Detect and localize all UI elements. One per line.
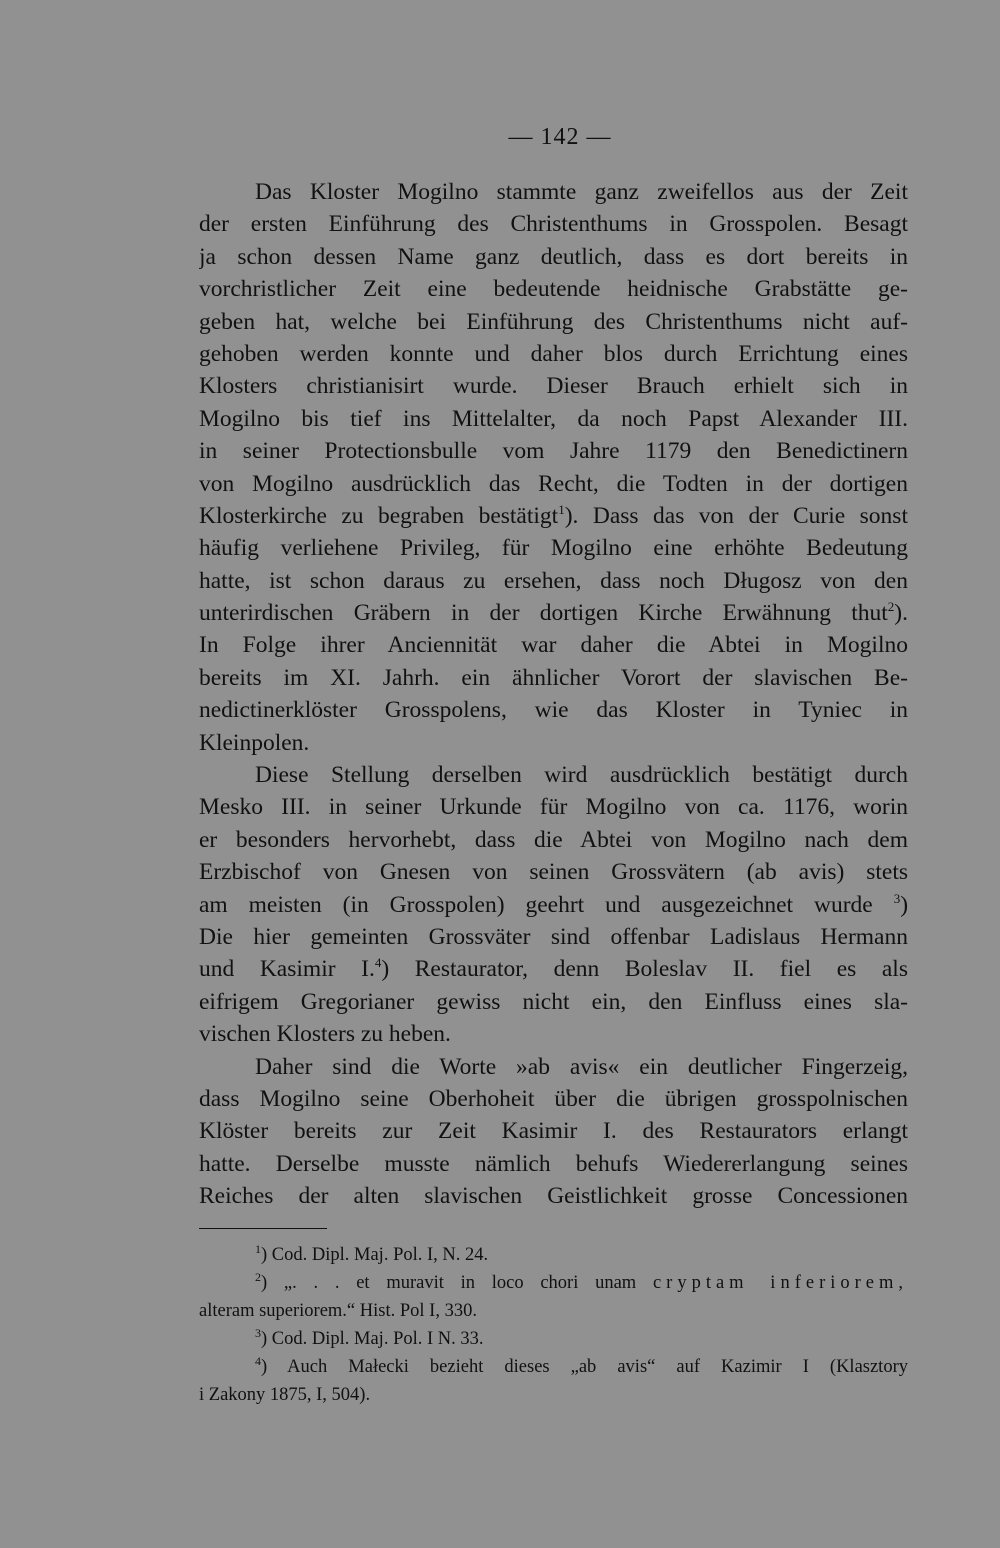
- text-segment: ) Restaurator, denn Boleslav II. fiel es als: [381, 956, 908, 983]
- paragraph: [199, 1051, 908, 1213]
- footnotes: [199, 1241, 908, 1409]
- text-line: hatte. Derselbe musste nämlich behufs Wiedererlangung seines: [199, 1150, 908, 1177]
- footnote-1: [199, 1241, 908, 1269]
- text-line: bereits im XI. Jahrh. ein ähnlicher Vorort der slavischen Be-: [199, 664, 908, 691]
- text-line: eifrigem Gregorianer gewiss nicht ein, den Einfluss eines sla-: [199, 988, 908, 1015]
- text-line: ja schon dessen Name ganz deutlich, dass es dort bereits in: [199, 243, 908, 270]
- footnote-2-continued: alteram superiorem.“ Hist. Pol I, 330.: [199, 1301, 477, 1321]
- text-segment: und Kasimir I.: [199, 956, 375, 983]
- text-line: [199, 889, 908, 921]
- text-line: nedictinerklöster Grosspolens, wie das Kloster in Tyniec in: [199, 697, 908, 724]
- text-line: Erzbischof von Gnesen von seinen Grossvätern (ab avis) stets: [199, 859, 908, 886]
- text-segment: ): [900, 891, 908, 918]
- text-line: [199, 500, 908, 532]
- footnote-4: [199, 1353, 908, 1381]
- text-line: Klosters christianisirt wurde. Dieser Brauch erhielt sich in: [199, 373, 908, 400]
- paragraph: [199, 176, 908, 759]
- text-line: hatte, ist schon daraus zu ersehen, dass noch Długosz von den: [199, 567, 908, 594]
- main-text: [199, 176, 908, 1213]
- text-line: Daher sind die Worte »ab avis« ein deutlicher Fingerzeig,: [255, 1053, 908, 1080]
- text-segment: unterirdischen Gräbern in der dortigen Kirche Erwähnung thut: [199, 600, 888, 627]
- text-line: der ersten Einführung des Christenthums in Grosspolen. Besagt: [199, 211, 908, 238]
- page-number: — 142 —: [508, 124, 612, 150]
- footnote-separator: [199, 1228, 327, 1229]
- footnote-text: ) „. . . et muravit in loco chori unam: [261, 1273, 637, 1293]
- text-segment: Klosterkirche zu begraben bestätigt: [199, 502, 559, 529]
- footnote-ref[interactable]: 4: [374, 955, 382, 971]
- footnote-mark: 4: [255, 1354, 261, 1368]
- footnote-3: [199, 1325, 908, 1353]
- footnote-ref[interactable]: 2: [887, 599, 895, 615]
- footnote-spaced-text: cryptam inferiorem,: [652, 1273, 908, 1293]
- footnote-mark: 1: [255, 1242, 261, 1256]
- text-line: Mogilno bis tief ins Mittelalter, da noch Papst Alexander III.: [199, 405, 908, 432]
- text-line: [199, 953, 908, 985]
- footnote-text: ) Cod. Dipl. Maj. Pol. I, N. 24.: [261, 1245, 489, 1265]
- text-line: Das Kloster Mogilno stammte ganz zweifellos aus der Zeit: [255, 179, 908, 205]
- paragraph: [199, 759, 908, 1051]
- text-line: häufig verliehene Privileg, für Mogilno eine erhöhte Bedeutung: [199, 535, 908, 562]
- text-line: gehoben werden konnte und daher blos durch Errichtung eines: [199, 340, 908, 367]
- text-line: er besonders hervorhebt, dass die Abtei von Mogilno nach dem: [199, 826, 908, 853]
- text-line: Diese Stellung derselben wird ausdrücklich bestätigt durch: [255, 762, 908, 789]
- text-line: von Mogilno ausdrücklich das Recht, die Todten in der dortigen: [199, 470, 908, 497]
- footnote-ref[interactable]: 3: [893, 890, 901, 906]
- footnote-text: ) Auch Małecki bezieht dieses „ab avis“ auf Kazimir I (Klasztory: [261, 1357, 908, 1377]
- text-line: Klöster bereits zur Zeit Kasimir I. des Restaurators erlangt: [199, 1118, 908, 1145]
- footnote-2: [199, 1269, 908, 1297]
- text-segment: ).: [894, 600, 908, 627]
- text-line: Mesko III. in seiner Urkunde für Mogilno von ca. 1176, worin: [199, 794, 908, 821]
- footnote-ref[interactable]: 1: [558, 501, 565, 517]
- text-line: vischen Klosters zu heben.: [199, 1021, 451, 1048]
- text-line: dass Mogilno seine Oberhoheit über die übrigen grosspolnischen: [199, 1085, 908, 1112]
- text-line: Reiches der alten slavischen Geistlichkeit grosse Concessionen: [199, 1183, 908, 1210]
- text-segment: ). Dass das von der Curie sonst: [564, 502, 908, 529]
- footnote-text: ) Cod. Dipl. Maj. Pol. I N. 33.: [261, 1329, 484, 1349]
- text-line: Die hier gemeinten Grossväter sind offenbar Ladislaus Hermann: [199, 923, 908, 950]
- footnote-mark: 3: [255, 1326, 261, 1340]
- text-segment: am meisten (in Grosspolen) geehrt und ausgezeichnet wurde: [199, 891, 873, 918]
- text-line: [199, 597, 908, 629]
- footnote-4-continued: i Zakony 1875, I, 504).: [199, 1385, 371, 1405]
- text-line: geben hat, welche bei Einführung des Christenthums nicht auf-: [199, 308, 908, 335]
- text-line: Kleinpolen.: [199, 729, 310, 756]
- text-line: vorchristlicher Zeit eine bedeutende heidnische Grabstätte ge-: [199, 276, 908, 303]
- text-line: In Folge ihrer Anciennität war daher die Abtei in Mogilno: [199, 632, 908, 659]
- footnote-mark: 2: [255, 1270, 261, 1284]
- text-line: in seiner Protectionsbulle vom Jahre 1179 den Benedictinern: [199, 438, 908, 465]
